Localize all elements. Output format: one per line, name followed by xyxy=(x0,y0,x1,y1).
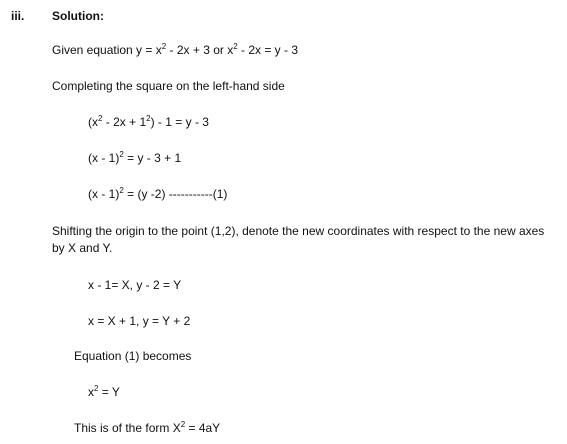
substitution-1: x - 1= X, y - 2 = Y xyxy=(88,278,182,292)
item-number: iii. xyxy=(11,9,25,23)
equation-becomes-text: Equation (1) becomes xyxy=(74,349,192,363)
standard-form-text: This is of the form $X^2 = 4aY$ xyxy=(74,420,221,435)
solution-heading: Solution: xyxy=(52,9,104,23)
equation-step-2: (x - 1)$^2$ = y - 3 + 1 xyxy=(88,150,182,165)
equation-step-1: $(x^2 - 2x + 1^2) - 1 = y - 3$ xyxy=(88,114,209,129)
substitution-2: x = X + 1, y = Y + 2 xyxy=(88,314,191,328)
shifting-origin-paragraph: Shifting the origin to the point (1,2), denote the new coordinates with respect to the new axes by X and Y. xyxy=(52,224,545,255)
given-equation: Given equation $y = x^2 - 2x + 3$ or $x^2 - 2x = y - 3$ xyxy=(52,42,299,57)
equation-step-3: (x - 1)$^2$ = (y -2) -----------(1) xyxy=(88,186,228,201)
transformed-equation: $x^2 = Y$ xyxy=(88,384,120,399)
completing-square-text: Completing the square on the left-hand side xyxy=(52,79,285,93)
